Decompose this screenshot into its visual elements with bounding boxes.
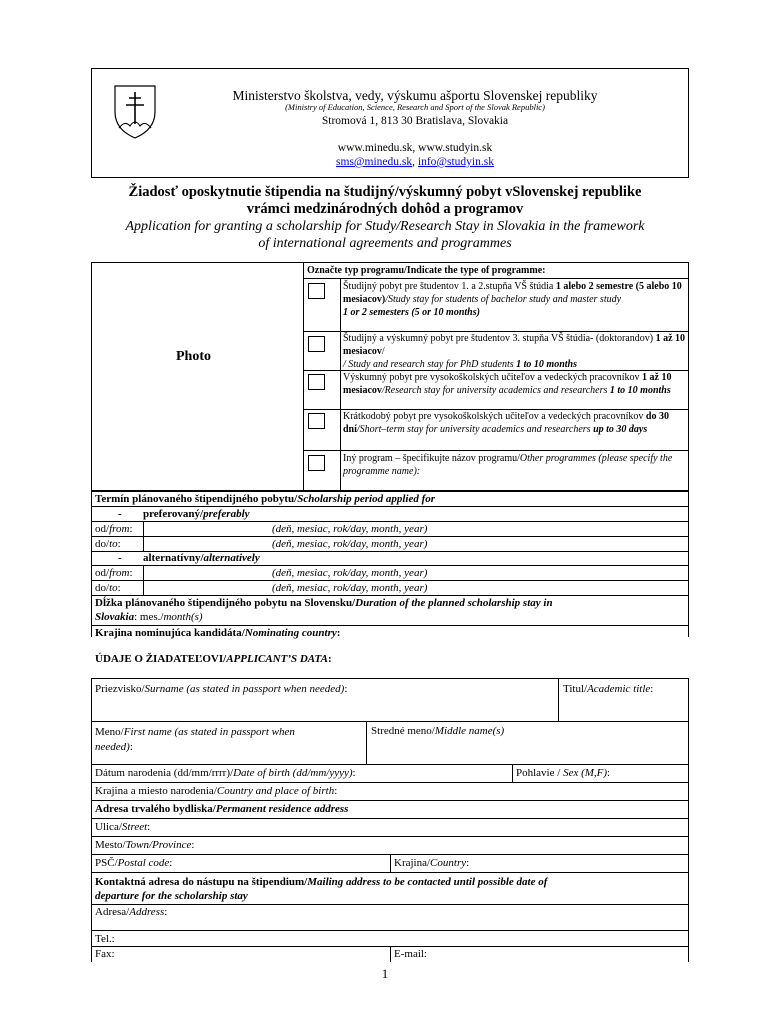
programme-option-short-term: Krátkodobý pobyt pre vysokoškolských učiteľov a vedeckých pracovníkov do 30 dní/Short–term stay for university academics and researchers up to 30 days bbox=[343, 411, 669, 435]
programme-checkbox-research[interactable] bbox=[308, 374, 325, 390]
applicant-section-heading: ÚDAJE O ŽIADATEĽOVI/APPLICANT’S DATA: bbox=[95, 653, 332, 665]
tel-field[interactable]: Tel.: bbox=[95, 933, 115, 945]
programme-option-phd: Študijný a výskumný pobyt pre študentov 3. stupňa VŠ štúdia- (doktorandov) 1 až 10 mesiacov/ / Study and research stay for PhD students 1 to 10 months bbox=[343, 333, 686, 370]
programme-checkbox-phd[interactable] bbox=[308, 336, 325, 352]
email-link-sms[interactable]: sms@minedu.sk bbox=[336, 156, 413, 168]
ministry-name: Ministerstvo školstva, vedy, výskumu ašportu Slovenskej republiky bbox=[232, 88, 598, 103]
title-en-line1: Application for granting a scholarship for Study/Research Stay in Slovakia in the framework bbox=[125, 219, 645, 234]
programme-option-other: Iný program – špecifikujte názov programu/Other programmes (please specify the programme name): bbox=[343, 453, 673, 477]
contact-emails bbox=[60, 155, 770, 169]
postal-code-field[interactable]: PSČ/Postal code: bbox=[95, 857, 173, 869]
ministry-address: Stromová 1, 813 30 Bratislava, Slovakia bbox=[321, 115, 509, 127]
preferred-to-label: do/to: bbox=[95, 538, 121, 550]
mailing-address-heading: Kontaktná adresa do nástupu na štipendium/Mailing address to be contacted until possible date of departure for the scholarship stay bbox=[95, 876, 548, 902]
first-name-field[interactable]: Meno/First name (as stated in passport when needed): bbox=[95, 726, 295, 753]
birthplace-field[interactable]: Krajina a miesto narodenia/Country and place of birth: bbox=[95, 785, 338, 797]
nominating-country[interactable]: Krajina nominujúca kandidáta/Nominating country: bbox=[95, 627, 341, 639]
street-field[interactable]: Ulica/Street: bbox=[95, 821, 151, 833]
sex-field[interactable]: Pohlavie / Sex (M,F): bbox=[516, 767, 611, 779]
preferred-label: preferovaný/preferably bbox=[143, 508, 250, 520]
email-separator: , bbox=[412, 156, 418, 168]
preferred-from-label: od/from: bbox=[95, 523, 133, 535]
alternative-dash: - bbox=[118, 552, 122, 564]
title-sk-line2: vrámci medzinárodných dohôd a programov bbox=[246, 201, 524, 217]
town-field[interactable]: Mesto/Town/Province: bbox=[95, 839, 195, 851]
country-field[interactable]: Krajina/Country: bbox=[394, 857, 470, 869]
email-field[interactable]: E-mail: bbox=[394, 948, 427, 960]
middle-name-field[interactable]: Stredné meno/Middle name(s) bbox=[371, 725, 505, 737]
title-sk-line1: Žiadosť oposkytnutie štipendia na študijný/výskumný pobyt vSlovenskej republike bbox=[128, 184, 642, 200]
alternative-to-hint[interactable]: (deň, mesiac, rok/day, month, year) bbox=[272, 582, 428, 594]
page-number: 1 bbox=[381, 966, 389, 981]
date-of-birth-field[interactable]: Dátum narodenia (dd/mm/rrrr)/Date of birth (dd/mm/yyyy): bbox=[95, 767, 356, 779]
programme-heading: Označte typ programu/Indicate the type of programme: bbox=[307, 265, 546, 276]
alternative-from-label: od/from: bbox=[95, 567, 133, 579]
programme-checkbox-other[interactable] bbox=[308, 455, 325, 471]
preferred-from-hint[interactable]: (deň, mesiac, rok/day, month, year) bbox=[272, 523, 428, 535]
programme-option-research: Výskumný pobyt pre vysokoškolských učiteľov a vedeckých pracovníkov 1 až 10 mesiacov/Research stay for university academics and researchers 1 to 10 months bbox=[343, 372, 672, 396]
programme-checkbox-short-term[interactable] bbox=[308, 413, 325, 429]
duration-line2[interactable]: Slovakia: mes./month(s) bbox=[95, 611, 203, 623]
title-en-line2: of international agreements and programmes bbox=[258, 236, 512, 251]
alternative-label: alternatívny/alternatively bbox=[143, 552, 260, 564]
photo-placeholder-label: Photo bbox=[176, 349, 211, 364]
websites: www.minedu.sk, www.studyin.sk bbox=[337, 142, 493, 154]
mailing-address-field[interactable]: Adresa/Address: bbox=[95, 906, 168, 918]
ministry-name-en: (Ministry of Education, Science, Research and Sport of the Slovak Republic) bbox=[285, 102, 545, 112]
programme-checkbox-bachelor-master[interactable] bbox=[308, 283, 325, 299]
academic-title-field[interactable]: Titul/Academic title: bbox=[563, 683, 654, 695]
period-heading: Termín plánovaného štipendijného pobytu/Scholarship period applied for bbox=[95, 493, 436, 505]
programme-option-bachelor-master: Študijný pobyt pre študentov 1. a 2.stupňa VŠ štúdia 1 alebo 2 semestre (5 alebo 10 mesiacov)/Study stay for students of bachelor study and master study 1 or 2 semesters (5 or 10 months) bbox=[343, 281, 682, 318]
alternative-to-label: do/to: bbox=[95, 582, 121, 594]
email-link-info[interactable]: info@studyin.sk bbox=[417, 156, 494, 168]
alternative-from-hint[interactable]: (deň, mesiac, rok/day, month, year) bbox=[272, 567, 428, 579]
permanent-address-heading: Adresa trvalého bydliska/Permanent residence address bbox=[95, 803, 349, 815]
surname-field[interactable]: Priezvisko/Surname (as stated in passport when needed): bbox=[95, 683, 348, 695]
fax-field[interactable]: Fax: bbox=[95, 948, 115, 960]
duration-line1: Dĺžka plánovaného štipendijného pobytu na Slovensku/Duration of the planned scholarship stay in bbox=[95, 597, 553, 609]
preferred-dash: - bbox=[118, 508, 122, 520]
preferred-to-hint[interactable]: (deň, mesiac, rok/day, month, year) bbox=[272, 538, 428, 550]
